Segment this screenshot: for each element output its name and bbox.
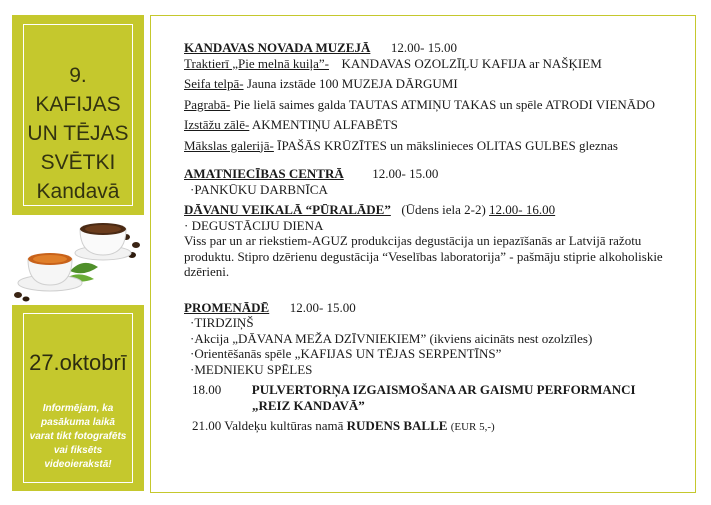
event-title [24,61,132,206]
title-line-4: Kandavā [36,180,120,203]
evening-time: 18.00 [192,382,222,397]
giftshop-address: (Ūdens iela 2-2) [401,202,486,217]
evening-title: PULVERTORŅA IZGAISMOŠANA AR GAISMU PERFORMANCI [251,382,636,397]
giftshop-item: · DEGUSTĀCIJU DIENA [184,217,324,233]
sidebar-title-panel [12,15,144,215]
museum-exhibit [184,117,675,133]
promenade-heading-row [184,300,675,316]
cellar-text: Pie lielā saimes galda TAUTAS ATMIŅU TAKAS un spēle ATRODI VIENĀDO [233,96,655,112]
ball-title: RUDENS BALLE [346,418,448,433]
title-line-1: 9. KAFIJAS [35,64,121,116]
photo-notice [28,402,128,472]
event-date: 27.oktobrī [29,350,127,375]
ball-price: (EUR 5,-) [450,421,495,433]
museum-heading: KANDAVAS NOVADA MUZEJĀ [184,40,371,55]
museum-heading-row [184,40,675,56]
giftshop-heading-row [184,202,675,218]
notice-line: Informējam, ka [42,403,114,414]
title-frame [23,24,133,206]
promenade-heading: PROMENĀDĒ [184,299,270,315]
ball-time: 21.00 [192,418,222,433]
giftshop-heading: DĀVANU VEIKALĀ “PŪRALĀDE” [184,202,391,217]
gallery-text: ĪPAŠĀS KRŪZĪTES un mākslinieces OLITAS GULBES gleznas [277,137,618,153]
tavern-label: Traktierī „Pie melnā kuiļa”- [184,55,330,71]
coffee-tea-illustration [8,215,148,305]
ball-venue: Valdeķu kultūras namā [224,418,344,433]
museum-cellar [184,97,675,113]
safe-label: Seifa telpā- [184,76,244,91]
notice-line: videoierakstā! [44,459,112,470]
safe-text: Jauna izstāde 100 MUZEJA DĀRGUMI [246,76,458,91]
list-item: ·Akcija „DĀVANA MEŽA DZĪVNIEKIEM” (ikviens aicināts nest ozolzīles) [190,330,593,346]
list-item: ·MEDNIEKU SPĒLES [190,361,313,377]
crafts-heading-row [184,166,675,182]
crafts-time: 12.00- 15.00 [372,166,439,181]
exhibit-text: AKMENTIŅU ALFABĒTS [251,117,398,132]
crafts-item: ·PANKŪKU DARBNĪCA [190,181,328,197]
museum-gallery [184,138,675,154]
sidebar-date-panel [12,305,144,491]
notice-line: pasākuma laikā [41,417,115,428]
giftshop-description: Viss par un ar riekstiem-AGUZ produkcijas degustācija un iepazīšanās ar Latvijā ražotu produktu. Stipro dzērienu degustācija “Veselības laboratorija” - pašmāju stiprie alkoholiskie dzērieni. [184,233,663,279]
ball-event [184,418,675,436]
title-line-3: SVĒTKI [40,151,116,174]
list-item: ·Orientēšanās spēle „KAFIJAS UN TĒJAS SERPENTĪNS” [190,346,502,361]
giftshop-time: 12.00- 16.00 [489,202,556,217]
title-line-2: UN TĒJAS [27,122,129,145]
evening-title-line2: „REIZ KANDAVĀ” [252,397,365,413]
gallery-label: Mākslas galerijā- [184,137,274,153]
notice-line: vai fiksēts [53,445,103,456]
list-item: ·TIRDZIŅŠ [190,315,254,330]
crafts-heading: AMATNIECĪBAS CENTRĀ [184,166,344,181]
date-frame [23,313,133,483]
cellar-label: Pagrabā- [184,96,231,112]
exhibit-label: Izstāžu zālē- [184,117,250,132]
museum-safe [184,76,675,92]
evening-event [184,382,675,398]
notice-line: varat tikt fotografēts [29,431,127,442]
tavern-text: KANDAVAS OZOLZĪĻU KAFIJA ar NAŠĶIEM [341,55,602,71]
promenade-time: 12.00- 15.00 [289,299,356,315]
museum-tavern [184,56,675,72]
program-panel [150,15,696,493]
program-content [184,40,675,436]
coffee-cup-icon [8,215,148,305]
museum-time: 12.00- 15.00 [390,40,457,55]
